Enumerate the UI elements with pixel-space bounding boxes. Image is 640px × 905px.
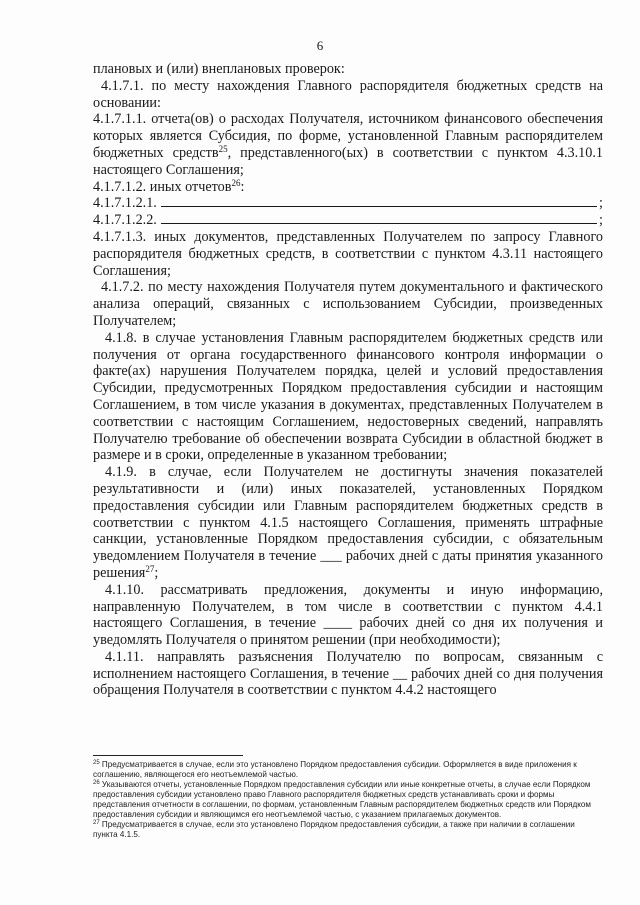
footnote-text: Предусматривается в случае, если это установлено Порядком предоставления субсидии, а также при наличии в соглашении пункта 4.1.5. <box>93 820 575 839</box>
fill-in-blank-line <box>161 223 597 224</box>
clause-4-1-7-1-2-2 <box>93 212 603 229</box>
clause-end: ; <box>599 195 603 212</box>
clause-4-1-7-1: 4.1.7.1. по месту нахождения Главного распорядителя бюджетных средств на основании: <box>93 77 603 111</box>
document-body <box>93 61 603 699</box>
clause-4-1-11: 4.1.11. направлять разъяснения Получателю по вопросам, связанным с исполнением настоящего Соглашения, в течение __ рабочих дней со дня получения обращения Получателя в соответствии с пунктом 4.4.2 настоящего <box>93 648 603 699</box>
footnote-number: 26 <box>93 780 100 786</box>
clause-4-1-7-1-2 <box>93 179 603 196</box>
clause-4-1-9 <box>93 464 603 582</box>
footnotes <box>93 760 593 840</box>
clause-4-1-7-1-1 <box>93 111 603 178</box>
clause-4-1-7-1-3: 4.1.7.1.3. иных документов, представленных Получателем по запросу Главного распорядителя бюджетных средств, в соответствии с пунктом 4.3.11 настоящего Соглашения; <box>93 228 603 279</box>
footnote-text: Предусматривается в случае, если это установлено Порядком предоставления субсидии. Оформляется в виде приложения к соглашению, являющегося его неотъемлемой частью. <box>93 760 577 779</box>
clause-end: ; <box>599 212 603 229</box>
clause-label: 4.1.7.1.2.1. <box>93 195 157 212</box>
footnote-ref-26: 26 <box>231 177 241 188</box>
clause-4-1-10: 4.1.10. рассматривать предложения, документы и иную информацию, направленную Получателем, в том числе в соответствии с пунктом 4.4.1 настоящего Соглашения, в течение ____ рабочих дней со дня их получения и уведомлять Получателя о принятом решении (при необходимости); <box>93 581 603 649</box>
clause-text: ; <box>154 564 159 581</box>
page-number: 6 <box>316 38 324 53</box>
footnote-ref-27: 27 <box>145 563 155 574</box>
paragraph-intro: плановых и (или) внеплановых проверок: <box>93 61 345 77</box>
clause-label: 4.1.7.1.2.2. <box>93 212 157 229</box>
clause-4-1-8: 4.1.8. в случае установления Главным распорядителем бюджетных средств или получения от органа государственного финансового контроля информации о факте(ах) нарушения Получателем порядка, целей и условий предоставления Субсидии, предусмотренных Порядком предоставления субсидии и настоящим Соглашением, в том числе указания в документах, представленных Получателем в соответствии с настоящим Соглашением, недостоверных сведений, направлять Получателю требование об обеспечении возврата Субсидии в областной бюджет в размере и в сроки, определенные в указанном требовании; <box>93 329 603 464</box>
footnote-27 <box>93 820 593 840</box>
clause-4-1-7-2: 4.1.7.2. по месту нахождения Получателя путем документального и фактического анализа операций, связанных с использованием Субсидии, произведенных Получателем; <box>93 279 603 329</box>
clause-text: : <box>240 178 245 195</box>
clause-text: 4.1.7.1.2. иных отчетов <box>93 178 232 195</box>
footnote-number: 27 <box>93 820 100 826</box>
footnote-text: Указываются отчеты, установленные Порядком предоставления субсидии или иные конкретные отчеты, в случае если Порядком предоставления субсидии установлено право Главного распорядителя бюджетных средств устанавливать сроки и формы представления отчетности в соглашении, по формам, установленным Главным распорядителем бюджетных средств или Порядком предоставления субсидии и являющимся его неотъемлемой частью, с указанием прилагаемых документов. <box>93 780 591 819</box>
clause-text: , представленного(ых) в соответствии с пунктом 4.3.10.1 настоящего Соглашения; <box>93 144 604 178</box>
footnote-ref-25: 25 <box>218 143 228 154</box>
footnote-25 <box>93 760 593 780</box>
clause-text: 4.1.9. в случае, если Получателем не достигнуты значения показателей результативности и (или) иных показателей, установленных Порядком предоставления субсидии или Главным распорядителем бюджетных средств в соответствии с пунктом 4.1.5 настоящего Соглашения, применять штрафные санкции, установленные Порядком предоставления субсидии, с обязательным уведомлением Получателя в течение ___ рабочих дней с даты принятия указанного решения <box>93 464 603 581</box>
footnote-separator <box>93 755 243 756</box>
footnote-number: 25 <box>93 760 100 766</box>
fill-in-blank-line <box>161 206 597 207</box>
footnote-26 <box>93 780 593 820</box>
clause-text: 4.1.7.1.1. отчета(ов) о расходах Получателя, источником финансового обеспечения которых является Субсидия, по форме, установленной Главным распорядителем бюджетных средств <box>93 111 603 161</box>
clause-4-1-7-1-2-1 <box>93 195 603 212</box>
